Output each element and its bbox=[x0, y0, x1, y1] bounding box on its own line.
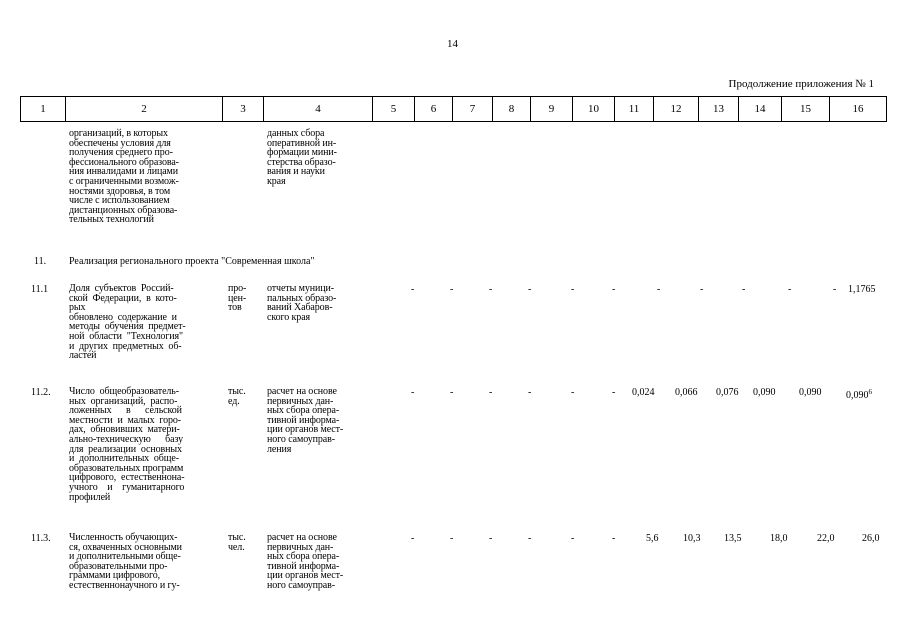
row3-value: 22,0 bbox=[817, 533, 835, 544]
row3-value: - bbox=[612, 533, 616, 544]
row3-value: - bbox=[450, 533, 454, 544]
header-cell: 11 bbox=[615, 97, 654, 122]
row2-value: 0,090 bbox=[799, 387, 822, 398]
row3-source: расчет на основе первичных дан- ных сбора опера- тивной информа- ции органов мест- ного самоуправ- bbox=[267, 532, 344, 591]
row1-value: - bbox=[657, 284, 661, 295]
row1-value: - bbox=[742, 284, 746, 295]
row3-unit: тыс. чел. bbox=[228, 532, 246, 553]
row2-value: - bbox=[489, 387, 493, 398]
header-cell: 2 bbox=[66, 97, 223, 122]
row3-value: 5,6 bbox=[646, 533, 659, 544]
row1-value: - bbox=[489, 284, 493, 295]
header-cell: 14 bbox=[739, 97, 782, 122]
section-number: 11. bbox=[34, 256, 47, 267]
header-row bbox=[21, 97, 887, 122]
row2-value: 0,066 bbox=[675, 387, 698, 398]
row3-value: 18,0 bbox=[770, 533, 788, 544]
continuation-label: Продолжение приложения № 1 bbox=[728, 78, 874, 90]
header-cell: 7 bbox=[453, 97, 493, 122]
row2-value-with-footnote bbox=[846, 387, 872, 401]
header-cell: 1 bbox=[21, 97, 66, 122]
row0-source: данных сбора оперативной ин- формации мини- стерства образо- вания и науки края bbox=[267, 128, 337, 187]
row1-value: - bbox=[450, 284, 454, 295]
header-cell: 3 bbox=[223, 97, 264, 122]
row1-unit: про- цен- тов bbox=[228, 283, 247, 314]
row1-number: 11.1 bbox=[31, 284, 49, 295]
row1-source: отчеты муници- пальных образо- ваний Хабаров- ского края bbox=[267, 283, 337, 323]
row1-indicator: Доля субъектов Россий- ской Федерации, в кото- рых обновлено содержание и методы обучения предмет- ной области "Технология" и других предметных об- ластей bbox=[69, 283, 186, 362]
row2-value: - bbox=[612, 387, 616, 398]
page-number: 14 bbox=[447, 38, 458, 50]
row2-number: 11.2. bbox=[31, 387, 51, 398]
row2-value: 0,024 bbox=[632, 387, 655, 398]
header-cell: 4 bbox=[264, 97, 373, 122]
row1-value: - bbox=[612, 284, 616, 295]
row2-value: - bbox=[571, 387, 575, 398]
footnote-mark: 6 bbox=[868, 388, 872, 396]
row3-value: - bbox=[411, 533, 415, 544]
row2-source: расчет на основе первичных дан- ных сбора опера- тивной информа- ции органов мест- ного самоуправ- ления bbox=[267, 386, 344, 455]
row3-value: - bbox=[489, 533, 493, 544]
row2-indicator: Число общеобразователь- ных организаций, распо- ложенных в сельской местности и малых горо- дах, обновивших матери- ально-техническую базу для реализации основных и дополнительных обще- образовательных программ цифрового, естественнона- учного и гуманитарного профилей bbox=[69, 386, 185, 503]
row1-value: - bbox=[700, 284, 704, 295]
section-title: Реализация регионального проекта "Современная школа" bbox=[69, 256, 315, 267]
header-cell: 13 bbox=[699, 97, 739, 122]
row1-value: 1,1765 bbox=[848, 284, 876, 295]
row0-indicator: организаций, в которых обеспечены условия для получения среднего про- фессионального образова- ния инвалидами и лицами с ограниченными возмож- ностями здоровья, в том числе с использованием дистанционных образова- тельных технологий bbox=[69, 128, 179, 226]
row2-value: 0,076 bbox=[716, 387, 739, 398]
row1-value: - bbox=[788, 284, 792, 295]
row2-value: - bbox=[528, 387, 532, 398]
header-cell: 9 bbox=[531, 97, 573, 122]
row3-indicator: Численность обучающих- ся, охваченных основными и дополнительными обще- образовательными про- граммами цифрового, естественнонаучного и гу- bbox=[69, 532, 182, 591]
row2-value: 0,090 bbox=[846, 390, 869, 401]
header-cell: 12 bbox=[654, 97, 699, 122]
header-cell: 16 bbox=[830, 97, 887, 122]
row3-value: - bbox=[571, 533, 575, 544]
row2-value: - bbox=[411, 387, 415, 398]
header-cell: 5 bbox=[373, 97, 415, 122]
row1-value: - bbox=[833, 284, 837, 295]
row3-value: 13,5 bbox=[724, 533, 742, 544]
header-cell: 6 bbox=[415, 97, 453, 122]
row3-number: 11.3. bbox=[31, 533, 51, 544]
header-cell: 8 bbox=[493, 97, 531, 122]
header-cell: 10 bbox=[573, 97, 615, 122]
header-cell: 15 bbox=[782, 97, 830, 122]
row1-value: - bbox=[411, 284, 415, 295]
row2-unit: тыс. ед. bbox=[228, 386, 246, 407]
row3-value: 26,0 bbox=[862, 533, 880, 544]
row1-value: - bbox=[528, 284, 532, 295]
row2-value: 0,090 bbox=[753, 387, 776, 398]
row3-value: - bbox=[528, 533, 532, 544]
row1-value: - bbox=[571, 284, 575, 295]
row3-value: 10,3 bbox=[683, 533, 701, 544]
row2-value: - bbox=[450, 387, 454, 398]
column-header-table bbox=[20, 96, 887, 122]
